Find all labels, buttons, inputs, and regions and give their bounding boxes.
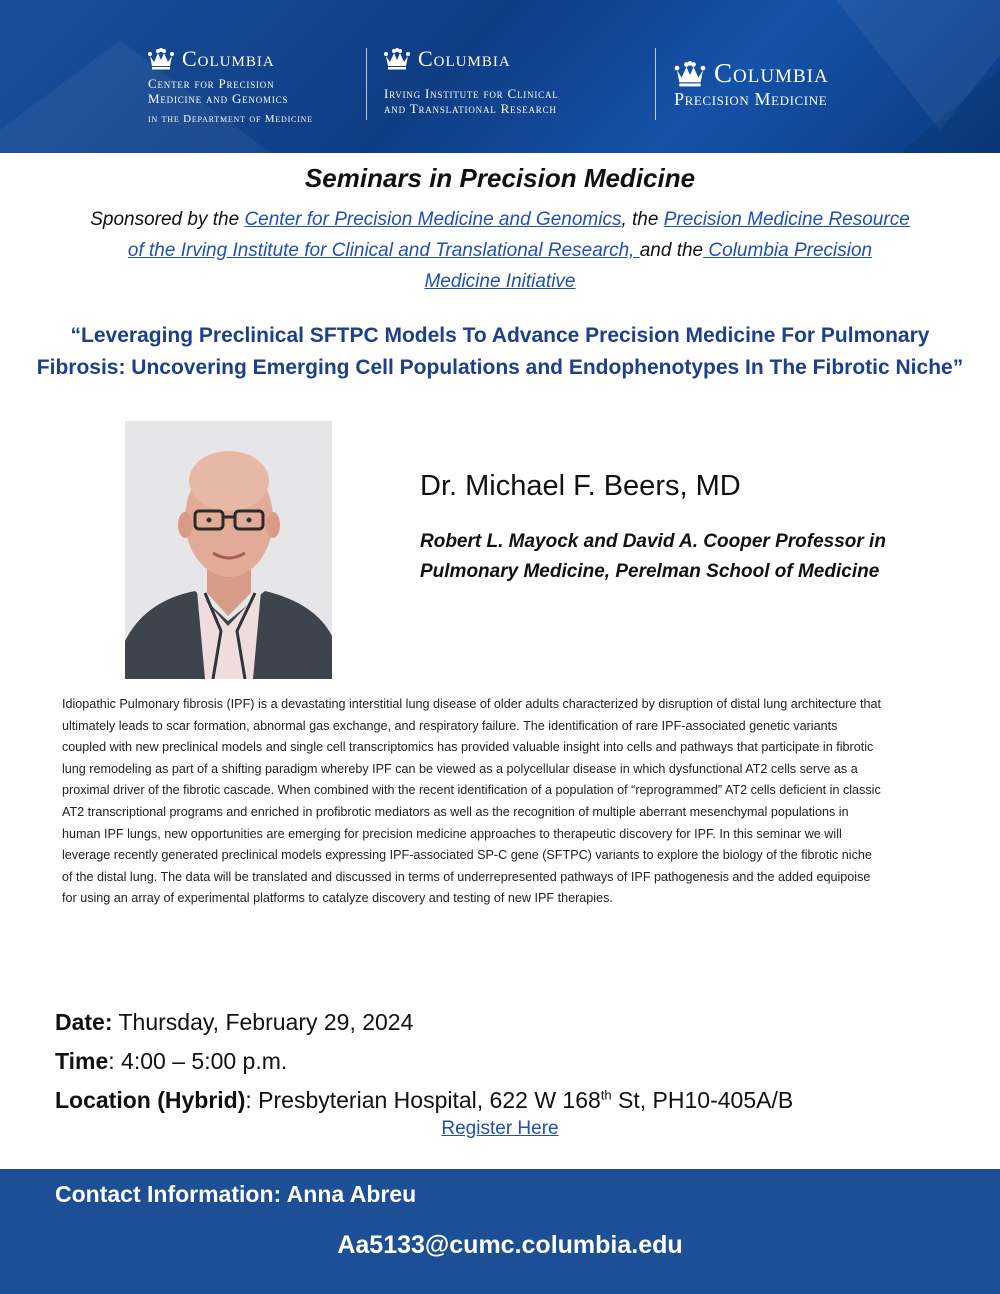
event-date [55,1003,793,1042]
event-time [55,1042,793,1081]
sponsor-link-cpmi[interactable]: Columbia Precision Medicine Initiative [424,240,873,292]
time-label: Time [55,1048,109,1074]
sponsor-link-irving[interactable]: Precision Medicine Resource of the Irving Institute for Clinical and Translational Research, [127,209,910,261]
contact-email[interactable]: Aa5133@cumc.columbia.edu [337,1231,683,1259]
location-sup: th [600,1087,612,1103]
logo1-line1: Center for Precision [148,76,275,91]
event-location [55,1081,793,1120]
logo-columbia-precision-medicine [674,58,829,109]
date-label: Date: [55,1009,113,1035]
footer-contact-bar [0,1169,1000,1294]
logo-divider [366,48,367,120]
location-label: Location (Hybrid) [55,1087,246,1113]
logo1-line3: in the Department of Medicine [148,113,313,125]
sponsor-link-cpmg[interactable]: Center for Precision Medicine and Genomics [244,209,622,230]
logo1-name: Columbia [182,46,275,71]
speaker-title: Robert L. Mayock and David A. Cooper Professor in Pulmonary Medicine, Perelman School of Medicine [420,531,886,582]
date-value: Thursday, February 29, 2024 [112,1009,414,1035]
register-link[interactable]: Register Here [441,1118,559,1139]
register-row [0,1118,1000,1140]
sponsor-prefix: Sponsored by the [90,209,245,230]
talk-title: “Leveraging Preclinical SFTPC Models To Advance Precision Medicine For Pulmonary Fibrosis: Uncovering Emerging Cell Populations and Endophenotypes In The Fibrotic Niche” [36,324,964,379]
speaker-name: Dr. Michael F. Beers, MD [420,470,741,502]
abstract-text: Idiopathic Pulmonary fibrosis (IPF) is a devastating interstitial lung disease of older adults characterized by disruption of distal lung architecture that ultimately leads to scar formation, abnormal gas exchange, and respiratory failure. The identification of rare IPF-associated genetic variants coupled with new preclinical models and single cell transcriptomics has provided valuable insight into cells and pathways that participate in fibrotic lung remodeling as part of a shifting paradigm whereby IPF can be viewed as a polycellular disease in which dysfunctional AT2 cells serve as a proximal driver of the fibrotic cascade. When combined with the recent identification of a population of “reprogrammed” AT2 cells deficient in classic AT2 transcriptional programs and enriched in profibrotic mediators as well as the recognition of multiple aberrant mesenchymal populations in human IPF lungs, new opportunities are emerging for precision medicine approaches to therapeutic discovery for IPF. In this seminar we will leverage recently generated preclinical models expressing IPF-associated SP-C gene (SFTPC) variants to explore the biology of the fibrotic niche of the distal lung. The data will be translated and discussed in terms of underrepresented pathways of IPF pathogenesis and the added equipoise for using an array of experimental platforms to catalyze discovery and testing of new IPF therapies. [62,697,882,906]
logo-divider [655,48,656,120]
logo2-line2: and Translational Research [384,101,557,116]
logo-center-precision-medicine-genomics [148,46,313,127]
logo3-line1: Precision Medicine [674,89,828,109]
logo1-line2: Medicine and Genomics [148,91,289,106]
logo-irving-institute [384,46,559,116]
header-banner [0,0,1000,153]
sponsor-text [90,204,910,297]
location-value-pre: : Presbyterian Hospital, 622 W 168 [245,1087,601,1113]
logo3-name: Columbia [714,58,829,88]
logo2-line1: Irving Institute for Clinical [384,86,559,101]
crown-icon [148,48,174,70]
time-value: : 4:00 – 5:00 p.m. [108,1048,288,1074]
crown-icon [384,48,410,70]
sponsor-mid2: and the [639,240,704,261]
crown-icon [674,61,706,87]
speaker-photo [125,421,332,679]
location-value-post: St, PH10-405A/B [611,1087,794,1113]
event-details [55,1003,793,1120]
sponsor-mid1: , the [621,209,664,230]
contact-info: Contact Information: Anna Abreu [55,1181,417,1207]
contact-email-row [0,1231,1000,1260]
series-title: Seminars in Precision Medicine [304,163,696,193]
logo2-name: Columbia [418,46,511,71]
